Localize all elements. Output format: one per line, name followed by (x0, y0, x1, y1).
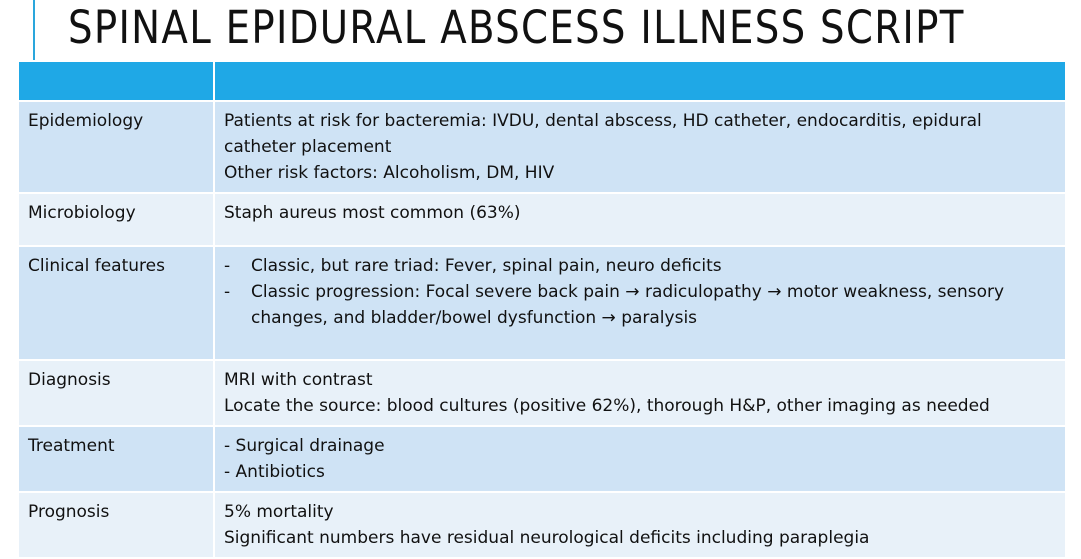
title-accent-line (33, 0, 35, 60)
table-row (18, 101, 1066, 193)
table-row (18, 426, 1066, 492)
row-label: Clinical features (18, 246, 214, 360)
row-content (214, 246, 1066, 360)
row-line: Locate the source: blood cultures (positive 62%), thorough H&P, other imaging as needed (224, 396, 990, 416)
table-row (18, 246, 1066, 360)
row-line: Staph aureus most common (63%) (224, 203, 521, 223)
table-row (18, 360, 1066, 426)
row-label: Prognosis (18, 492, 214, 558)
table-row (18, 492, 1066, 558)
row-label: Treatment (18, 426, 214, 492)
row-line: MRI with contrast (224, 370, 373, 390)
row-line: - Antibiotics (224, 462, 325, 482)
row-label: Diagnosis (18, 360, 214, 426)
row-content (214, 360, 1066, 426)
table-header-row (18, 61, 1066, 101)
page-title: SPINAL EPIDURAL ABSCESS ILLNESS SCRIPT (68, 1, 965, 54)
bullet-list (224, 253, 1056, 331)
row-content (214, 193, 1066, 246)
row-content (214, 101, 1066, 193)
row-line: 5% mortality (224, 502, 334, 522)
row-line: - Surgical drainage (224, 436, 385, 456)
row-label: Microbiology (18, 193, 214, 246)
row-content (214, 426, 1066, 492)
table-header-cell (18, 61, 214, 101)
table-header-cell (214, 61, 1066, 101)
bullet-item: - Classic, but rare triad: Fever, spinal pain, neuro deficits (224, 253, 1056, 279)
row-line: Significant numbers have residual neurological deficits including paraplegia (224, 528, 870, 548)
row-line: Other risk factors: Alcoholism, DM, HIV (224, 163, 555, 183)
row-label: Epidemiology (18, 101, 214, 193)
bullet-item: - Classic progression: Focal severe back pain → radiculopathy → motor weakness, sensory changes, and bladder/bowel dysfunction → paralysis (224, 279, 1056, 331)
row-content (214, 492, 1066, 558)
illness-script-table (17, 60, 1067, 559)
row-line: Patients at risk for bacteremia: IVDU, dental abscess, HD catheter, endocarditis, epidural catheter placement (224, 111, 982, 157)
table-row (18, 193, 1066, 246)
